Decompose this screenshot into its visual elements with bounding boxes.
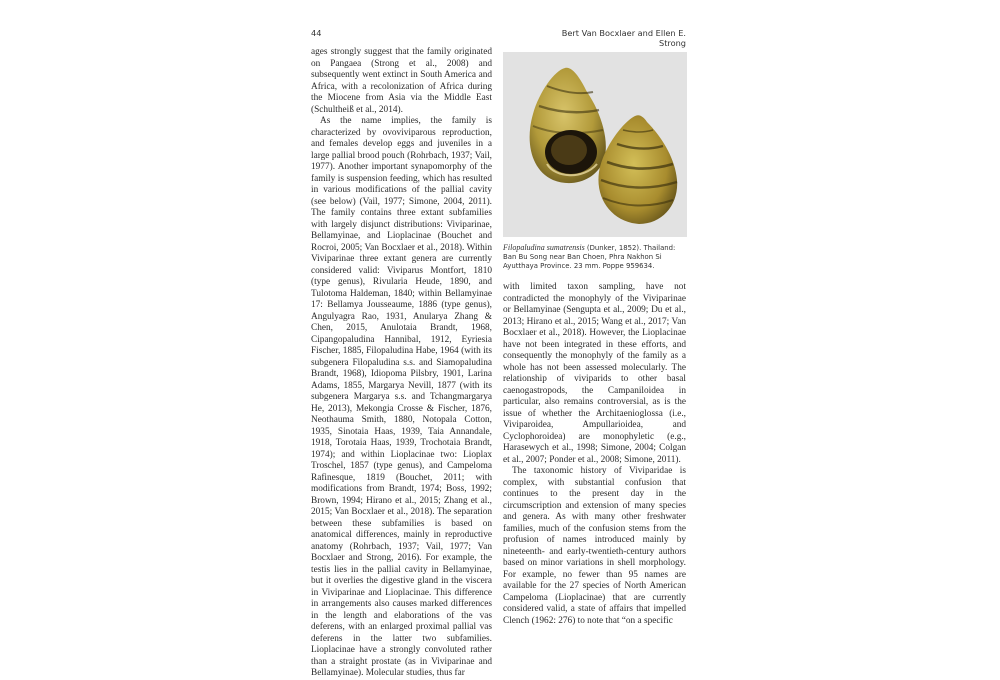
shell-aperture-view bbox=[530, 68, 606, 183]
caption-species: Filopaludina sumatrensis bbox=[503, 243, 585, 252]
paragraph: The taxonomic history of Viviparidae is complex, with substantial confusion that continues to the present day in the circumscription and extension of many species and genera. As with many other freshwater families, much of the confusion stems from the profusion of names introduced mainly by nineteenth- and early-twentieth-century authors based on minor variations in shell morphology. For example, no fewer than 95 names are available for the 27 species of North American Campeloma (Lioplacinae) that are currently considered valid, a state of affairs that impelled Clench (1962: 276) to note that “on a specific bbox=[503, 466, 686, 626]
right-column bbox=[503, 282, 686, 627]
paragraph: ages strongly suggest that the family originated on Pangaea (Strong et al., 2008) and subsequently went extinct in South America and Africa, with a recolonization of Africa during the Miocene from Asia via the Middle East (Schultheiß et al., 2014). bbox=[311, 47, 492, 115]
snail-shells-image bbox=[503, 52, 687, 237]
caption-text: (Dunker, 1852). Thailand: Ban Bu Song near Ban Choen, Phra Nakhon Si Ayutthaya Province. 23 mm. Poppe 959634. bbox=[503, 244, 676, 271]
figure-snail-shells bbox=[503, 52, 687, 237]
paragraph: with limited taxon sampling, have not contradicted the monophyly of the Viviparinae or Bellamyinae (Sengupta et al., 2009; Du et al., 2013; Hirano et al., 2015; Wang et al., 2017; Van Bocxlaer et al., 2018). However, the Lioplacinae have not been integrated in these efforts, and consequently the monophyly of the family as a whole has not been assessed molecularly. The relationship of viviparids to other basal caenogastropods, the Campaniloidea in particular, also remains controversial, as is the issue of whether the Architaenioglossa (i.e., Viviparoidea, Ampullarioidea, and Cyclophoroidea) are monophyletic (e.g., Harasewych et al., 1998; Simone, 2004; Colgan et al., 2007; Ponder et al., 2008; Simone, 2011). bbox=[503, 282, 686, 465]
page-number: 44 bbox=[311, 28, 322, 38]
running-head-authors: Bert Van Bocxlaer and Ellen E. Strong bbox=[561, 28, 686, 48]
paragraph: As the name implies, the family is characterized by ovoviviparous reproduction, and females develop eggs and juveniles in a large pallial brood pouch (Rohrbach, 1937; Vail, 1977). Another important synapomorphy of the family is suspension feeding, which has resulted in various modifications of the pallial cavity (see below) (Vail, 1977; Simone, 2004, 2011). The family contains three extant subfamilies with largely disjunct distributions: Viviparinae, Bellamyinae, and Lioplacinae (Bouchet and Rocroi, 2005; Van Bocxlaer et al., 2018). Within Viviparinae three extant genera are currently considered valid: Viviparus Montfort, 1810 (type genus), Rivularia Heude, 1890, and Tulotoma Haldeman, 1840; within Bellamyinae 17: Bellamya Jousseaume, 1886 (type genus), Angulyagra Rao, 1931, Anularya Zhang & Chen, 2015, Anulotaia Brandt, 1968, Cipangopaludina Hannibal, 1912, Eyriesia Fischer, 1885, Filopaludina Habe, 1964 (with its subgenera Filopaludina s.s. and Siamopaludina Brandt, 1968), Idiopoma Pilsbry, 1901, Larina Adams, 1855, Margarya Nevill, 1877 (with its subgenera Margarya s.s. and Tchangmargarya He, 2013), Mekongia Crosse & Fischer, 1876, Neothauma Smith, 1880, Notopala Cotton, 1935, Sinotaia Haas, 1939, Taia Annandale, 1918, Torotaia Haas, 1939, Trochotaia Brandt, 1974); and within Lioplacinae two: Lioplax Troschel, 1857 (type genus), and Campeloma Rafinesque, 1819 (Bouchet, 2011; with modifications from Brandt, 1974; Boss, 1992; Brown, 1994; Hirano et al., 2015; Zhang et al., 2015; Van Bocxlaer et al., 2018). The separation between these subfamilies is based on anatomical differences, mainly in reproductive anatomy (Rohrbach, 1937; Vail, 1977; Van Bocxlaer and Strong, 2016). For example, the testis lies in the pallial cavity in Bellamyinae, but it overlies the digestive gland in the viscera in Viviparinae and Lioplacinae. This difference in arrangements also causes marked differences in the length and elaborations of the vas deferens, with an enlarged proximal pallial vas deferens in the latter two subfamilies. Lioplacinae have a strongly convoluted rather than a straight prostate (as in Viviparinae and Bellamyinae). Molecular studies, thus far bbox=[311, 116, 492, 678]
left-column bbox=[311, 47, 492, 680]
shell-dorsal-view bbox=[598, 115, 677, 224]
figure-caption bbox=[503, 243, 688, 272]
